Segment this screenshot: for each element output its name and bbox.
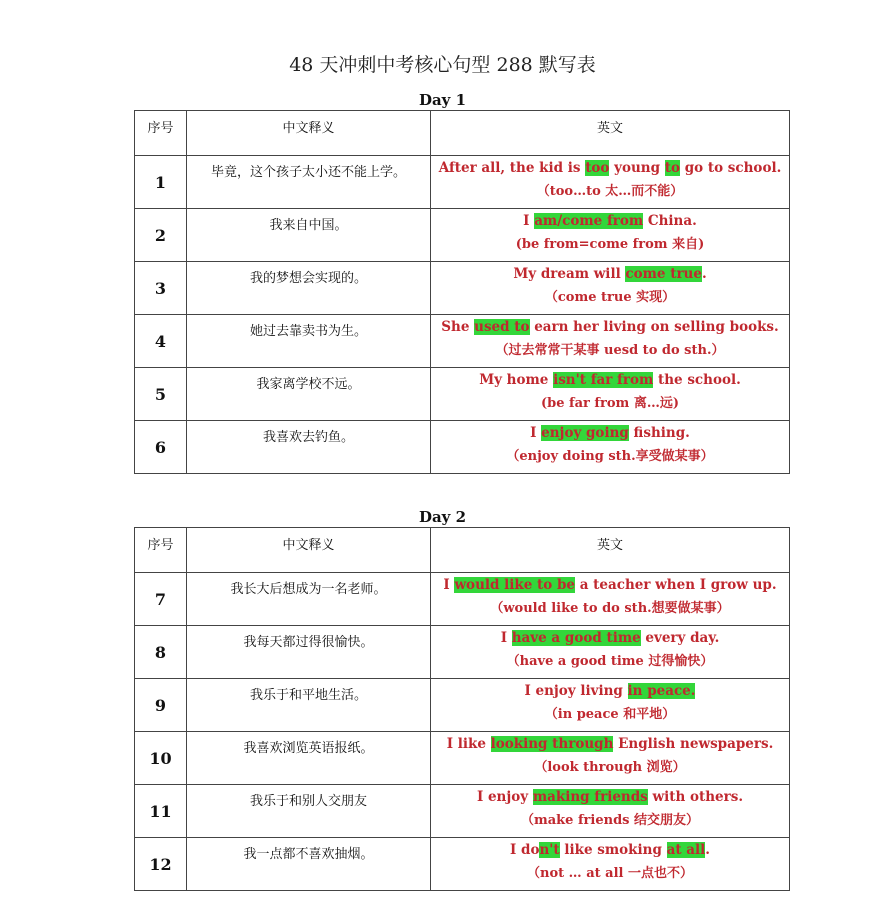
header-chinese: 中文释义 — [187, 528, 431, 573]
header-number: 序号 — [135, 111, 187, 156]
sentence-text: I — [530, 425, 542, 441]
sentence-text: the school. — [653, 372, 741, 388]
phrase-note: （would like to do sth.想要做某事） — [490, 601, 730, 616]
phrase-note: （look through 浏览） — [534, 760, 686, 775]
table-row — [135, 838, 790, 891]
english-sentence — [431, 786, 789, 809]
sentence-text: I — [500, 630, 512, 646]
sentence-text: My dream will — [513, 266, 626, 282]
header-english: 英文 — [431, 111, 790, 156]
row-number: 4 — [135, 315, 187, 368]
highlighted-phrase: in peace. — [627, 683, 696, 699]
chinese-meaning: 毕竟，这个孩子太小还不能上学。 — [187, 156, 431, 209]
sentence-text: go to school. — [680, 160, 782, 176]
chinese-meaning: 我家离学校不远。 — [187, 368, 431, 421]
english-sentence-cell — [431, 421, 790, 474]
english-sentence-cell — [431, 626, 790, 679]
sentence-text: China. — [643, 213, 697, 229]
english-sentence — [431, 369, 789, 392]
english-sentence — [431, 157, 789, 180]
highlighted-phrase: at all — [666, 842, 706, 858]
highlighted-phrase: enjoy going — [541, 425, 629, 441]
table-row — [135, 209, 790, 262]
chinese-meaning: 我喜欢浏览英语报纸。 — [187, 732, 431, 785]
day-2-rows — [135, 573, 790, 891]
chinese-meaning: 我来自中国。 — [187, 209, 431, 262]
english-sentence — [431, 627, 789, 650]
sentence-text: I — [523, 213, 535, 229]
highlighted-phrase: have a good time — [511, 630, 641, 646]
chinese-meaning: 我长大后想成为一名老师。 — [187, 573, 431, 626]
header-number: 序号 — [135, 528, 187, 573]
highlighted-phrase: come true — [625, 266, 702, 282]
english-sentence-cell — [431, 838, 790, 891]
sentence-text: earn her living on selling books. — [529, 319, 779, 335]
english-sentence-cell — [431, 732, 790, 785]
sentence-text: I enjoy — [476, 789, 533, 805]
english-sentence — [431, 210, 789, 233]
sentence-text: English newspapers. — [613, 736, 774, 752]
sentence-text: with others. — [647, 789, 744, 805]
sentence-text: After all, the kid is — [438, 160, 586, 176]
row-number: 5 — [135, 368, 187, 421]
english-sentence — [431, 733, 789, 756]
sentence-text: like smoking — [559, 842, 667, 858]
highlighted-phrase: n't — [539, 842, 560, 858]
phrase-note: （enjoy doing sth.享受做某事） — [506, 449, 714, 464]
table-row — [135, 156, 790, 209]
phrase-note: (be far from 离…远) — [541, 396, 679, 411]
sentence-text: a teacher when I grow up. — [575, 577, 777, 593]
day-2-table — [134, 527, 790, 891]
row-number: 1 — [135, 156, 187, 209]
english-sentence-cell — [431, 785, 790, 838]
highlighted-phrase: isn't far from — [553, 372, 654, 388]
english-sentence — [431, 316, 789, 339]
phrase-note: （not … at all 一点也不） — [527, 866, 693, 881]
english-sentence-cell — [431, 156, 790, 209]
table-row — [135, 626, 790, 679]
sentence-text: I — [443, 577, 455, 593]
day-2-label: Day 2 — [418, 508, 467, 526]
sentence-text: I enjoy living — [524, 683, 628, 699]
row-number: 12 — [135, 838, 187, 891]
row-number: 8 — [135, 626, 187, 679]
highlighted-phrase: too — [585, 160, 610, 176]
sentence-text: . — [705, 842, 710, 858]
phrase-note: （come true 实现） — [544, 290, 676, 305]
highlighted-phrase: looking through — [490, 736, 614, 752]
day-1-rows — [135, 156, 790, 474]
sentence-text: I do — [510, 842, 540, 858]
table-header-row — [135, 111, 790, 156]
sentence-text: every day. — [640, 630, 720, 646]
table-row — [135, 315, 790, 368]
sentence-text: My home — [479, 372, 554, 388]
highlighted-phrase: am/come from — [534, 213, 644, 229]
sentence-text: young — [609, 160, 665, 176]
english-sentence-cell — [431, 209, 790, 262]
english-sentence — [431, 574, 789, 597]
english-sentence-cell — [431, 679, 790, 732]
table-row — [135, 679, 790, 732]
day-1-label: Day 1 — [418, 91, 467, 109]
highlighted-phrase: making friends — [532, 789, 648, 805]
row-number: 3 — [135, 262, 187, 315]
header-chinese: 中文释义 — [187, 111, 431, 156]
phrase-note: （过去常常干某事 uesd to do sth.） — [495, 343, 725, 358]
chinese-meaning: 我乐于和平地生活。 — [187, 679, 431, 732]
table-row — [135, 732, 790, 785]
day-1-table — [134, 110, 790, 474]
highlighted-phrase: to — [664, 160, 681, 176]
chinese-meaning: 我一点都不喜欢抽烟。 — [187, 838, 431, 891]
row-number: 9 — [135, 679, 187, 732]
chinese-meaning: 我的梦想会实现的。 — [187, 262, 431, 315]
table-row — [135, 785, 790, 838]
english-sentence — [431, 839, 789, 862]
sentence-text: fishing. — [628, 425, 690, 441]
row-number: 7 — [135, 573, 187, 626]
row-number: 6 — [135, 421, 187, 474]
header-english: 英文 — [431, 528, 790, 573]
table-header-row — [135, 528, 790, 573]
phrase-note: (be from=come from 来自) — [515, 237, 705, 252]
sentence-text: She — [441, 319, 475, 335]
english-sentence-cell — [431, 573, 790, 626]
phrase-note: （too…to 太…而不能） — [536, 184, 684, 199]
chinese-meaning: 我喜欢去钓鱼。 — [187, 421, 431, 474]
chinese-meaning: 我乐于和别人交朋友 — [187, 785, 431, 838]
chinese-meaning: 我每天都过得很愉快。 — [187, 626, 431, 679]
english-sentence-cell — [431, 262, 790, 315]
english-sentence — [431, 680, 789, 703]
sentence-text: I like — [446, 736, 491, 752]
row-number: 2 — [135, 209, 187, 262]
highlighted-phrase: would like to be — [454, 577, 576, 593]
phrase-note: （have a good time 过得愉快） — [506, 654, 714, 669]
english-sentence — [431, 422, 789, 445]
table-row — [135, 421, 790, 474]
table-row — [135, 262, 790, 315]
english-sentence-cell — [431, 315, 790, 368]
document-title: 48 天冲刺中考核心句型 288 默写表 — [289, 54, 596, 76]
english-sentence-cell — [431, 368, 790, 421]
table-row — [135, 368, 790, 421]
highlighted-phrase: used to — [474, 319, 530, 335]
sentence-text: . — [701, 266, 707, 282]
table-row — [135, 573, 790, 626]
row-number: 11 — [135, 785, 187, 838]
row-number: 10 — [135, 732, 187, 785]
english-sentence — [431, 263, 789, 286]
chinese-meaning: 她过去靠卖书为生。 — [187, 315, 431, 368]
phrase-note: （make friends 结交朋友） — [520, 813, 700, 828]
phrase-note: （in peace 和平地） — [544, 707, 676, 722]
